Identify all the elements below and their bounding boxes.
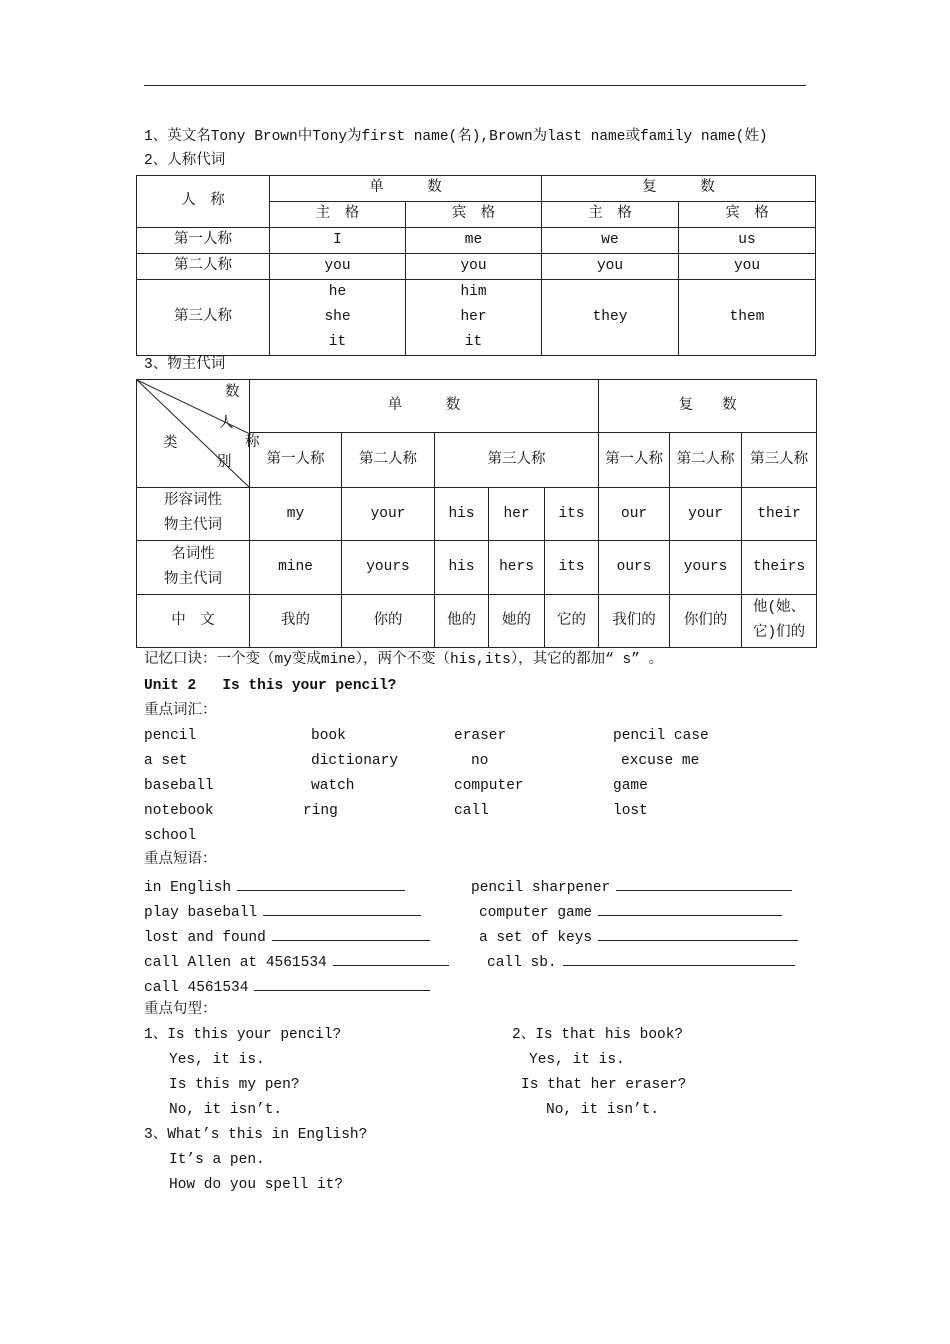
cell [406,280,542,356]
blank-line [598,901,782,916]
sentence: No, it isn’t. [546,1102,660,1118]
sentence: How do you spell it? [169,1177,344,1193]
cell: we [542,228,679,254]
cell-line: she [324,309,351,325]
cell: your [342,488,435,541]
intro-line: 1、英文名Tony Brown中Tony为first name(名),Brown为last name或family name(姓) [144,129,768,145]
cell: 你的 [342,595,435,648]
sentences-title: 重点句型： [144,1002,217,1018]
vocab-word: school [144,828,197,844]
row-label [137,541,250,595]
header-col: 第三人称 [435,433,599,488]
row-label [137,488,250,541]
mnemonic: 记忆口诀：一个变（my变成mine），两个不变（his,its），其它的都加“ s” 。 [144,652,664,668]
phrase [144,926,430,947]
header-col: 第二人称 [342,433,435,488]
sentence: Is that her eraser? [521,1077,687,1093]
cell: 他的 [435,595,489,648]
header-col: 第一人称 [250,433,342,488]
cell: you [406,254,542,280]
header-col: 第二人称 [670,433,742,488]
sentence: 2、Is that his book? [512,1027,684,1043]
cell: you [542,254,679,280]
row-label-line: 物主代词 [164,518,222,534]
sentence: Is this my pen? [169,1077,300,1093]
vocab-word: a set [144,753,188,769]
unit-title: Unit 2 Is this your pencil? [144,678,397,694]
cell: 我的 [250,595,342,648]
sentence: 1、Is this your pencil? [144,1027,342,1043]
phrase [144,951,449,972]
row-label-line: 形容词性 [164,493,222,509]
cell-line: her [460,309,487,325]
vocab-word: notebook [144,803,214,819]
personal-pronoun-table [136,175,816,356]
header-object: 宾 格 [406,202,542,228]
phrase-text: lost and found [144,930,266,946]
vocab-word: dictionary [311,753,399,769]
vocab-word: ring [303,803,338,819]
cell: its [545,541,599,595]
blank-line [563,951,795,966]
blank-line [237,876,405,891]
cell-line: him [460,284,487,300]
sentence: Yes, it is. [529,1052,625,1068]
phrase-text: pencil sharpener [471,880,611,896]
phrase-text: a set of keys [479,930,593,946]
phrases-title: 重点短语： [144,852,217,868]
table-row [137,280,816,356]
table-row [137,488,817,541]
cell: 她的 [489,595,545,648]
blank-line [254,976,430,991]
cell: his [435,541,489,595]
vocab-word: book [311,728,346,744]
header-object: 宾 格 [679,202,816,228]
corner-label: 别 [217,455,232,471]
cell: 第三人称 [137,280,270,356]
cell: my [250,488,342,541]
cell: 它的 [545,595,599,648]
vocab-word: game [613,778,648,794]
row-label-line: 名词性 [171,546,215,563]
phrase [487,951,795,972]
corner-label: 人 [219,416,234,432]
cell: 他(她、它)们的 [742,595,817,648]
possessive-pronoun-table [136,379,817,648]
header-person: 人 称 [137,176,270,228]
cell: yours [670,541,742,595]
header-plural: 复 数 [542,176,816,202]
cell: 第二人称 [137,254,270,280]
header-col: 第三人称 [742,433,817,488]
row-label-line: 物主代词 [164,571,222,588]
phrase [144,876,405,897]
cell: 你们的 [670,595,742,648]
vocab-word: eraser [454,728,507,744]
phrase-text: call sb. [487,955,557,971]
blank-line [272,926,430,941]
cell-line: he [328,284,347,300]
header-subject: 主 格 [542,202,679,228]
vocab-word: pencil case [613,728,709,744]
corner-label: 数 [225,385,240,401]
cell: ours [599,541,670,595]
phrase-text: play baseball [144,905,258,921]
section-3-title: 3、物主代词 [144,357,226,373]
table-row [137,541,817,595]
cell: its [545,488,599,541]
cell: them [679,280,816,356]
phrase [144,901,421,922]
phrase-text: call Allen at 4561534 [144,955,327,971]
cell: I [270,228,406,254]
sentence: It’s a pen. [169,1152,265,1168]
vocab-word: lost [613,803,648,819]
sentence: No, it isn’t. [169,1102,283,1118]
header-singular: 单 数 [250,380,599,433]
blank-line [616,876,792,891]
sentence: Yes, it is. [169,1052,265,1068]
cell: hers [489,541,545,595]
vocab-word: excuse me [621,753,700,769]
vocab-word: watch [311,778,355,794]
header-col: 第一人称 [599,433,670,488]
phrase [479,926,798,947]
cell-line: it [328,334,347,350]
table-row [137,595,817,648]
cell: their [742,488,817,541]
header-rule [144,85,806,86]
phrase-text: call 4561534 [144,980,249,996]
cell: 第一人称 [137,228,270,254]
vocab-word: no [471,753,489,769]
cell: mine [250,541,342,595]
phrase-text: computer game [479,905,593,921]
cell [270,280,406,356]
diagonal-header-cell [137,380,260,488]
cell-line: it [464,334,483,350]
vocab-word: pencil [144,728,197,744]
cell: us [679,228,816,254]
cell: his [435,488,489,541]
corner-label: 称 [245,435,260,451]
section-2-title: 2、人称代词 [144,153,226,169]
table-row [137,228,816,254]
cell: theirs [742,541,817,595]
vocab-title: 重点词汇： [144,703,217,719]
phrase [471,876,792,897]
phrase [144,976,430,997]
table-row [137,254,816,280]
row-label: 中 文 [137,595,250,648]
blank-line [333,951,449,966]
corner-label: 类 [163,436,178,452]
cell: our [599,488,670,541]
cell: they [542,280,679,356]
header-singular: 单 数 [270,176,542,202]
vocab-word: call [454,803,489,819]
cell: you [679,254,816,280]
cell: yours [342,541,435,595]
cell: your [670,488,742,541]
vocab-word: computer [454,778,524,794]
sentence: 3、What’s this in English? [144,1127,368,1143]
phrase-text: in English [144,880,232,896]
blank-line [263,901,421,916]
cell: her [489,488,545,541]
cell: 我们的 [599,595,670,648]
vocab-word: baseball [144,778,214,794]
phrase [479,901,782,922]
blank-line [598,926,798,941]
cell: you [270,254,406,280]
header-plural: 复 数 [599,380,817,433]
header-subject: 主 格 [270,202,406,228]
cell: me [406,228,542,254]
